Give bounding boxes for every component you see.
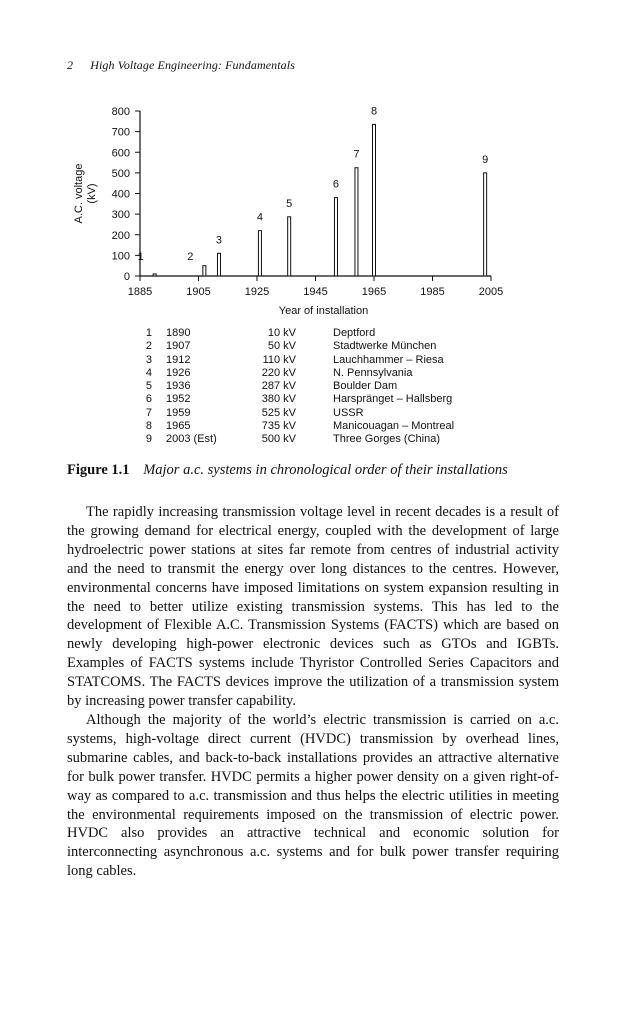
chart-axes <box>112 106 504 298</box>
row-voltage: 220 kV <box>261 366 296 379</box>
chart-bars <box>138 105 489 276</box>
bar-label: 2 <box>187 251 194 263</box>
row-number: 5 <box>145 380 152 393</box>
bar-label: 6 <box>332 178 340 191</box>
figure-caption <box>67 462 567 479</box>
y-tick-label: 700 <box>111 126 130 139</box>
row-year: 2003 (Est) <box>166 433 217 446</box>
bar-4 <box>258 231 261 276</box>
row-number: 6 <box>145 393 152 406</box>
bar-3 <box>217 253 220 276</box>
row-voltage: 500 kV <box>261 433 296 446</box>
figure-caption-text: Major a.c. systems in chronological order of their installations <box>143 462 508 478</box>
row-site: Boulder Dam <box>333 380 398 393</box>
row-voltage: 525 kV <box>261 406 296 419</box>
bar-8 <box>373 124 376 276</box>
row-voltage: 10 kV <box>267 327 296 339</box>
bar-7 <box>355 168 358 276</box>
row-number: 7 <box>145 406 152 419</box>
y-tick-label: 100 <box>111 250 130 263</box>
row-voltage: 380 kV <box>261 393 296 406</box>
voltage-history-chart <box>0 90 638 325</box>
y-tick-label: 600 <box>111 147 130 160</box>
table-row <box>120 380 454 393</box>
x-tick-label: 1905 <box>186 286 211 298</box>
bar-9 <box>484 173 487 276</box>
row-year: 1890 <box>166 327 191 339</box>
installation-table <box>120 327 454 447</box>
row-voltage: 735 kV <box>261 420 296 433</box>
table-row <box>120 433 454 446</box>
x-tick-label: 1925 <box>244 286 270 298</box>
book-title: High Voltage Engineering: Fundamentals <box>90 58 295 72</box>
x-axis-label: Year of installation <box>278 305 369 317</box>
x-tick-label: 2005 <box>478 286 504 298</box>
bar-1 <box>153 274 156 276</box>
table-row <box>120 340 454 353</box>
bar-label: 9 <box>482 153 489 166</box>
bar-label: 1 <box>137 251 144 263</box>
bar-label: 3 <box>215 234 223 247</box>
y-axis-label-line: (kV) <box>86 183 98 204</box>
row-voltage: 50 kV <box>267 340 296 353</box>
row-site: USSR <box>333 406 364 419</box>
row-year: 1959 <box>166 406 191 419</box>
bar-6 <box>334 198 337 276</box>
table-row <box>120 327 454 340</box>
row-year: 1907 <box>166 340 191 353</box>
x-tick-label: 1985 <box>420 286 445 298</box>
y-tick-label: 500 <box>111 167 130 180</box>
row-site: Three Gorges (China) <box>333 433 440 446</box>
row-site: Stadtwerke München <box>333 340 437 353</box>
bar-label: 8 <box>370 105 378 118</box>
y-axis-label <box>73 164 98 224</box>
figure-label: Figure 1.1 <box>67 462 130 478</box>
row-site: Manicouagan – Montreal <box>333 420 455 433</box>
row-voltage: 110 kV <box>262 353 296 366</box>
table-row <box>120 367 454 380</box>
body-text <box>67 503 559 881</box>
y-tick-label: 200 <box>111 229 130 242</box>
row-year: 1912 <box>166 353 191 366</box>
y-tick-label: 300 <box>111 209 130 222</box>
row-site: Lauchhammer – Riesa <box>333 353 444 366</box>
bar-label: 4 <box>256 211 263 224</box>
table-row <box>120 354 454 367</box>
row-voltage: 287 kV <box>261 380 296 393</box>
running-head <box>67 58 295 73</box>
table-row <box>120 393 454 406</box>
y-tick-label: 400 <box>111 188 130 201</box>
row-year: 1926 <box>166 366 191 379</box>
bar-5 <box>288 217 291 276</box>
x-axis-label-group <box>279 305 369 317</box>
x-tick-label: 1885 <box>127 286 153 298</box>
row-year: 1936 <box>166 380 191 393</box>
table-row <box>120 420 454 433</box>
y-axis-label-line: A.C. voltage <box>73 163 85 224</box>
paragraph: Although the majority of the world’s electric transmission is carried on a.c. systems, high-voltage direct current (HVDC) transmission by overhead lines, submarine cables, and back-to-back installations provides an attractive alternative for bulk power transfer. HVDC permits a higher power density on a given right-of-way as compared to a.c. transmission and thus helps the electric utilities in meeting the environmental requirements imposed on the transmission of electric power. HVDC also provides an attractive technical and economic solution for interconnecting asynchronous a.c. systems and for bulk power transfer requiring long cables. <box>67 711 559 880</box>
row-site: N. Pennsylvania <box>333 366 413 379</box>
bar-label: 7 <box>353 148 360 161</box>
row-site: Harspränget – Hallsberg <box>333 393 453 406</box>
page-number: 2 <box>67 58 74 72</box>
x-tick-label: 1965 <box>361 286 387 298</box>
bar-label: 5 <box>286 197 293 210</box>
row-number: 4 <box>145 366 152 379</box>
row-number: 3 <box>145 353 152 366</box>
table-row <box>120 407 454 420</box>
x-tick-label: 1945 <box>303 286 328 298</box>
row-year: 1965 <box>166 420 191 433</box>
row-number: 1 <box>145 327 152 339</box>
row-number: 9 <box>145 433 152 446</box>
row-number: 8 <box>145 420 152 433</box>
row-number: 2 <box>145 340 152 353</box>
row-site: Deptford <box>333 327 376 339</box>
paragraph: The rapidly increasing transmission voltage level in recent decades is a result of the growing demand for electrical energy, coupled with the development of large hydroelectric power stations at sites far remote from centres of industrial activity and the need to transmit the energy over long distances to the centres. However, environmental concerns have imposed limitations on system expansion resulting in the need to better utilize existing transmission systems. This has led to the development of Flexible A.C. Transmission Systems (FACTS) which are based on newly developing high-power electronic devices such as GTOs and IGBTs. Examples of FACTS systems include Thyristor Controlled Series Capacitors and STATCOMS. The FACTS devices improve the utilization of a transmission system by increasing power transfer capability. <box>67 504 559 710</box>
y-tick-label: 0 <box>123 271 130 283</box>
y-tick-label: 800 <box>111 106 130 118</box>
bar-2 <box>203 266 206 276</box>
row-year: 1952 <box>166 393 191 406</box>
